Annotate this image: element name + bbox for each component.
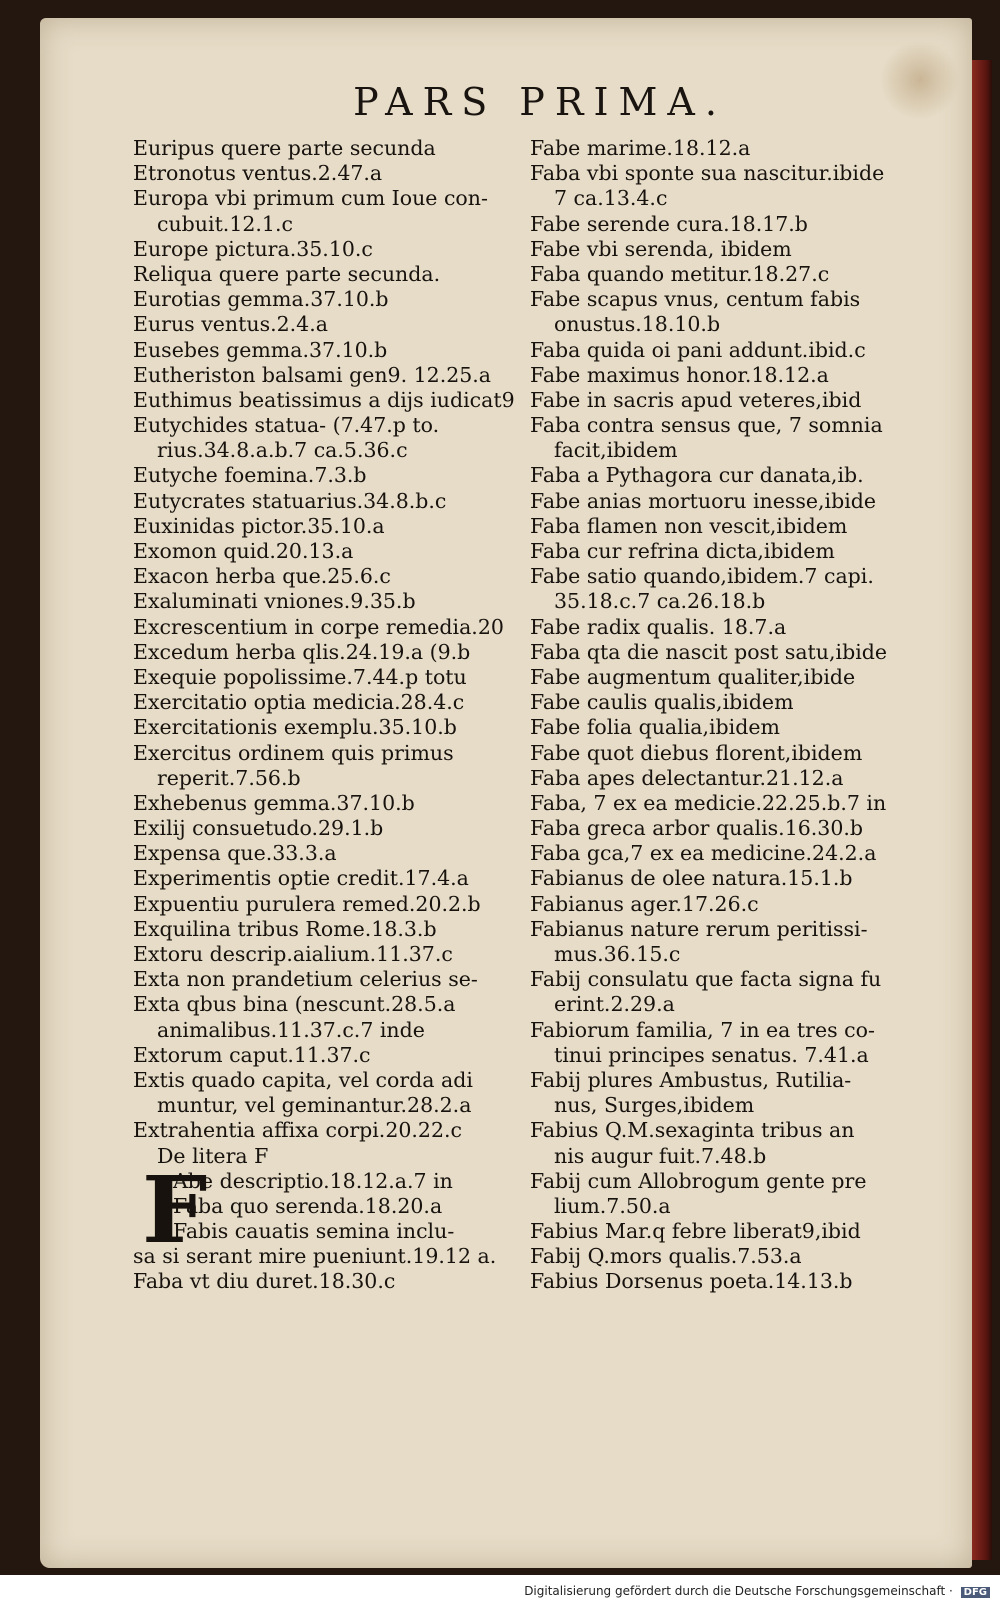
index-entry: Eurotias gemma.37.10.b <box>133 287 389 312</box>
index-entry: Fabe anias mortuoru inesse,ibide <box>530 488 877 513</box>
index-entry: Fabianus de olee natura.15.1.b <box>530 866 853 891</box>
index-entry: Fabius Mar.q febre liberat9,ibid <box>530 1219 861 1244</box>
index-entry: Eutycrates statuarius.34.8.b.c <box>133 488 447 513</box>
index-entry: Fabe caulis qualis,ibidem <box>530 690 794 715</box>
index-entry: Fabianus ager.17.26.c <box>530 891 759 916</box>
index-entry: Exacon herba que.25.6.c <box>133 564 391 589</box>
index-entry: Fabis cauatis semina inclu- <box>173 1219 455 1244</box>
index-entry: Faba vbi sponte sua nascitur.ibide <box>530 161 885 186</box>
index-entry: Exta qbus bina (nescunt.28.5.a <box>133 992 456 1017</box>
book-edge <box>972 60 992 1560</box>
index-entry: Euripus quere parte secunda <box>133 136 436 160</box>
index-entry: mus.36.15.c <box>554 942 681 966</box>
index-entry: Faba quando metitur.18.27.c <box>530 261 830 286</box>
index-entry: Exercitatio optia medicia.28.4.c <box>133 690 465 715</box>
index-entry: Eutheriston balsami gen9. 12.25.a <box>133 362 492 387</box>
index-entry: Etronotus ventus.2.47.a <box>133 161 383 186</box>
index-entry: Faba gca,7 ex ea medicine.24.2.a <box>530 841 877 866</box>
index-entry: Europa vbi primum cum Ioue con- <box>133 186 488 211</box>
index-entry: Fabij cum Allobrogum gente pre <box>530 1168 867 1193</box>
index-entry: Euxinidas pictor.35.10.a <box>133 513 385 538</box>
index-entry: Europe pictura.35.10.c <box>133 236 373 261</box>
index-entry: Fabe in sacris apud veteres,ibid <box>530 387 862 412</box>
page-header: PARS PRIMA. <box>353 80 727 124</box>
index-entry: Faba cur refrina dicta,ibidem <box>530 539 835 563</box>
index-entry: Expensa que.33.3.a <box>133 841 337 866</box>
index-column-right <box>530 136 930 1295</box>
index-entry: Extrahentia affixa corpi.20.22.c <box>133 1118 463 1143</box>
index-entry: facit,ibidem <box>554 438 678 463</box>
index-entry: 35.18.c.7 ca.26.18.b <box>554 589 766 614</box>
index-entry: Extis quado capita, vel corda adi <box>133 1067 473 1092</box>
index-entry: Extoru descrip.aialium.11.37.c <box>133 942 453 966</box>
index-entry: Fabe marime.18.12.a <box>530 136 751 160</box>
index-entry: Abe descriptio.18.12.a.7 in <box>173 1168 453 1193</box>
index-entry: Faba greca arbor qualis.16.30.b <box>530 816 864 841</box>
index-entry: rius.34.8.a.b.7 ca.5.36.c <box>157 438 408 463</box>
index-entry: Fabius Q.M.sexaginta tribus an <box>530 1118 855 1143</box>
index-entry: reperit.7.56.b <box>157 765 301 790</box>
index-entry: Exomon quid.20.13.a <box>133 539 354 563</box>
index-entry: Fabianus nature rerum peritissi- <box>530 916 868 941</box>
index-entry: Faba apes delectantur.21.12.a <box>530 765 844 790</box>
index-entry: Excedum herba qlis.24.19.a (9.b <box>133 639 471 664</box>
drop-cap: F <box>142 1156 208 1264</box>
index-entry: Fabe radix qualis. 18.7.a <box>530 614 787 639</box>
index-entry: Exquilina tribus Rome.18.3.b <box>133 916 437 941</box>
index-entry: Reliqua quere parte secunda. <box>133 261 441 286</box>
index-entry: Fabe vbi serenda, ibidem <box>530 236 792 261</box>
index-entry: Faba flamen non vescit,ibidem <box>530 513 848 538</box>
footer-credit <box>524 1584 990 1598</box>
index-entry: Eusebes gemma.37.10.b <box>133 337 388 362</box>
index-entry: Fabe maximus honor.18.12.a <box>530 362 829 387</box>
index-entry: animalibus.11.37.c.7 inde <box>157 1017 425 1042</box>
index-entry: Fabe quot diebus florent,ibidem <box>530 740 863 765</box>
index-entry: Faba a Pythagora cur danata,ib. <box>530 463 864 488</box>
index-entry: Exaluminati vniones.9.35.b <box>133 589 416 614</box>
index-entry: Excrescentium in corpe remedia.20 <box>133 614 504 639</box>
index-entry: Faba contra sensus que, 7 somnia <box>530 413 883 438</box>
index-entry: Eutychides statua- (7.47.p to. <box>133 413 440 438</box>
index-column-left <box>133 136 533 1295</box>
index-entry: Exilij consuetudo.29.1.b <box>133 816 384 841</box>
index-entry: Exta non prandetium celerius se- <box>133 967 478 992</box>
index-entry: Exhebenus gemma.37.10.b <box>133 790 415 815</box>
index-entry: Fabe satio quando,ibidem.7 capi. <box>530 564 874 589</box>
index-entry: Faba quida oi pani addunt.ibid.c <box>530 337 866 362</box>
index-entry: Eurus ventus.2.4.a <box>133 312 328 337</box>
index-entry: erint.2.29.a <box>554 992 675 1017</box>
index-entry: Faba quo serenda.18.20.a <box>173 1193 443 1218</box>
footer-text: Digitalisierung gefördert durch die Deutsche Forschungsgemeinschaft · <box>524 1584 953 1598</box>
index-entry: muntur, vel geminantur.28.2.a <box>157 1093 472 1118</box>
index-entry: Exercitationis exemplu.35.10.b <box>133 715 457 740</box>
index-entry: Fabij Q.mors qualis.7.53.a <box>530 1244 802 1269</box>
index-entry: Fabe scapus vnus, centum fabis <box>530 287 861 312</box>
index-entry: Exercitus ordinem quis primus <box>133 740 454 765</box>
index-entry: De litera F <box>157 1143 269 1168</box>
index-entry: tinui principes senatus. 7.41.a <box>554 1042 869 1067</box>
index-entry: nis augur fuit.7.48.b <box>554 1143 767 1168</box>
index-entry: Extorum caput.11.37.c <box>133 1042 371 1067</box>
index-entry: Euthimus beatissimus a dijs iudicat9 <box>133 387 515 412</box>
index-entry: Faba vt diu duret.18.30.c <box>133 1269 396 1294</box>
index-entry: Fabe folia qualia,ibidem <box>530 715 780 740</box>
index-entry: Faba qta die nascit post satu,ibide <box>530 639 888 664</box>
index-entry: Fabius Dorsenus poeta.14.13.b <box>530 1269 853 1294</box>
index-entry: sa si serant mire pueniunt.19.12 a. <box>133 1244 497 1269</box>
index-entry: Fabiorum familia, 7 in ea tres co- <box>530 1017 875 1042</box>
index-entry: Exequie popolissime.7.44.p totu <box>133 664 467 689</box>
index-entry: Expuentiu purulera remed.20.2.b <box>133 891 481 916</box>
index-entry: Fabe augmentum qualiter,ibide <box>530 664 856 689</box>
index-entry: 7 ca.13.4.c <box>554 186 668 211</box>
index-entry: Experimentis optie credit.17.4.a <box>133 866 469 891</box>
index-entry: Fabij plures Ambustus, Rutilia- <box>530 1067 852 1092</box>
index-entry: lium.7.50.a <box>554 1193 671 1218</box>
index-entry: onustus.18.10.b <box>554 312 721 337</box>
page-stain <box>880 40 960 120</box>
index-entry: Fabij consulatu que facta signa fu <box>530 967 882 992</box>
index-entry: nus, Surges,ibidem <box>554 1093 755 1118</box>
dfg-logo: DFG <box>961 1587 990 1598</box>
index-entry: Fabe serende cura.18.17.b <box>530 211 808 236</box>
index-entry: Eutyche foemina.7.3.b <box>133 463 367 488</box>
index-entry: cubuit.12.1.c <box>157 211 293 236</box>
index-entry: Faba, 7 ex ea medicie.22.25.b.7 in <box>530 790 887 815</box>
